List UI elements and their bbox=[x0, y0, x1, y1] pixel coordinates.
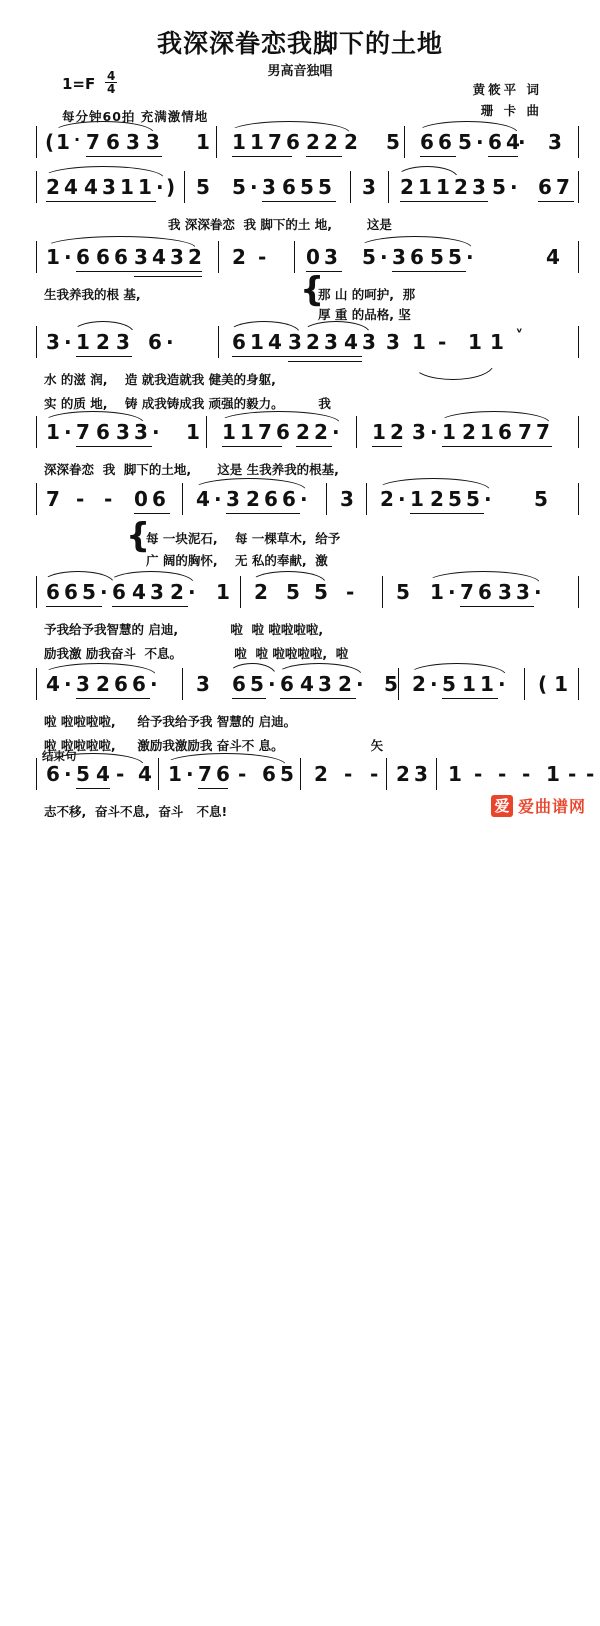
watermark-text: 爱曲谱网 bbox=[517, 797, 586, 816]
key-signature: 1=F bbox=[62, 75, 96, 93]
system-3-notes: 1 · 6 6 6 3 4 3 2 2 - 0 3 5 · 3 6 5 5 · 4 bbox=[0, 245, 600, 279]
system-6-lyrics-line1: { 每 一块泥石, 每 一棵草木, 给予 bbox=[126, 516, 341, 556]
meter-denominator: 4 bbox=[107, 82, 116, 96]
watermark-mark: 爱 bbox=[491, 795, 513, 817]
system-7-lyrics-line2: 励我激 励我奋斗 不息。 啦 啦 啦啦啦啦, 啦 bbox=[44, 646, 349, 661]
system-4-lyrics-line2: 实 的质 地, 铸 成我铸成我 顽强的毅力。 我 bbox=[44, 396, 331, 411]
system-6 bbox=[0, 487, 600, 568]
tempo-marking: 每分钟60拍 充满激情地 bbox=[62, 109, 209, 124]
subtitle: 男高音独唱 bbox=[267, 64, 333, 79]
system-1-notes: ( 1 · 7 6 3 3 1 1 1 7 6 2 2 2 5 6 6 5 · 6 4 · 3 bbox=[0, 130, 600, 164]
repeat-brace: { bbox=[126, 516, 151, 556]
system-3-lyrics-line1: 生我养我的根 基, { 那 山 的呵护, 那 bbox=[44, 270, 416, 310]
system-2-lyrics: 我 深深眷恋 我 脚下的土 地, 这是 bbox=[168, 217, 392, 232]
system-4-lyrics-line1: 水 的滋 润, 造 就我造就我 健美的身躯, bbox=[44, 372, 276, 387]
meter-numerator: 4 bbox=[107, 69, 116, 83]
time-signature bbox=[105, 70, 117, 95]
system-4-notes: 3 · 1 2 3 6 · 6 1 4 3 2 3 4 3 3 1 - 1 1 ᵛ bbox=[0, 330, 600, 364]
system-4 bbox=[0, 326, 600, 411]
ending-label: 结束句 bbox=[42, 749, 77, 763]
system-8 bbox=[0, 672, 600, 753]
system-7-lyrics-line1: 予我给予我智慧的 启迪, 啦 啦 啦啦啦啦, bbox=[44, 622, 324, 637]
system-8-notes: 4 · 3 2 6 6 · 3 6 5 · 6 4 3 2 · 5 2 · 5 1 1 · ( 1 bbox=[0, 672, 600, 706]
system-8-lyrics-line2: 啦 啦啦啦啦, 激励我激励我 奋斗不 息。 矢 bbox=[44, 738, 384, 753]
system-3 bbox=[0, 245, 600, 322]
system-7 bbox=[0, 580, 600, 661]
system-9-lyrics: 志不移, 奋斗不息, 奋斗 不息! bbox=[44, 804, 228, 819]
system-9-notes: 6 · 5 4 - 4 1 · 7 6 - 6 5 2 - - 2 3 1 - - - 1 - - bbox=[0, 762, 600, 796]
system-5 bbox=[0, 420, 600, 477]
system-5-notes: 1 · 7 6 3 3 · 1 1 1 7 6 2 2 · 1 2 3 · 1 2 1 6 7 7 bbox=[0, 420, 600, 454]
system-3-lyrics-line2: 厚 重 的品格, 坚 bbox=[318, 307, 411, 322]
repeat-brace: { bbox=[300, 270, 325, 310]
system-6-lyrics-line2: 广 阔的胸怀, 无 私的奉献, 激 bbox=[146, 553, 328, 568]
system-2 bbox=[0, 175, 600, 232]
page-title: 我深深眷恋我脚下的土地 bbox=[156, 29, 443, 58]
system-8-lyrics-line1: 啦 啦啦啦啦, 给予我给予我 智慧的 启迪。 bbox=[44, 714, 297, 729]
site-watermark bbox=[491, 794, 586, 817]
composer-credit: 珊 卡 曲 bbox=[480, 103, 542, 118]
system-1 bbox=[0, 130, 600, 164]
system-7-notes: 6 6 5 · 6 4 3 2 · 1 2 5 5 - 5 1 · 7 6 3 3 · bbox=[0, 580, 600, 614]
system-5-lyrics: 深深眷恋 我 脚下的土地, 这是 生我养我的根基, bbox=[44, 462, 339, 477]
system-6-notes: 7 - - 0 6 4 · 3 2 6 6 · 3 2 · 1 2 5 5 · 5 bbox=[0, 487, 600, 521]
system-2-notes: 2 4 4 3 1 1 · ) 5 5 · 3 6 5 5 3 2 1 1 2 3 5 · 6 7 bbox=[0, 175, 600, 209]
lyricist-credit: 黄筱平 词 bbox=[472, 82, 542, 97]
